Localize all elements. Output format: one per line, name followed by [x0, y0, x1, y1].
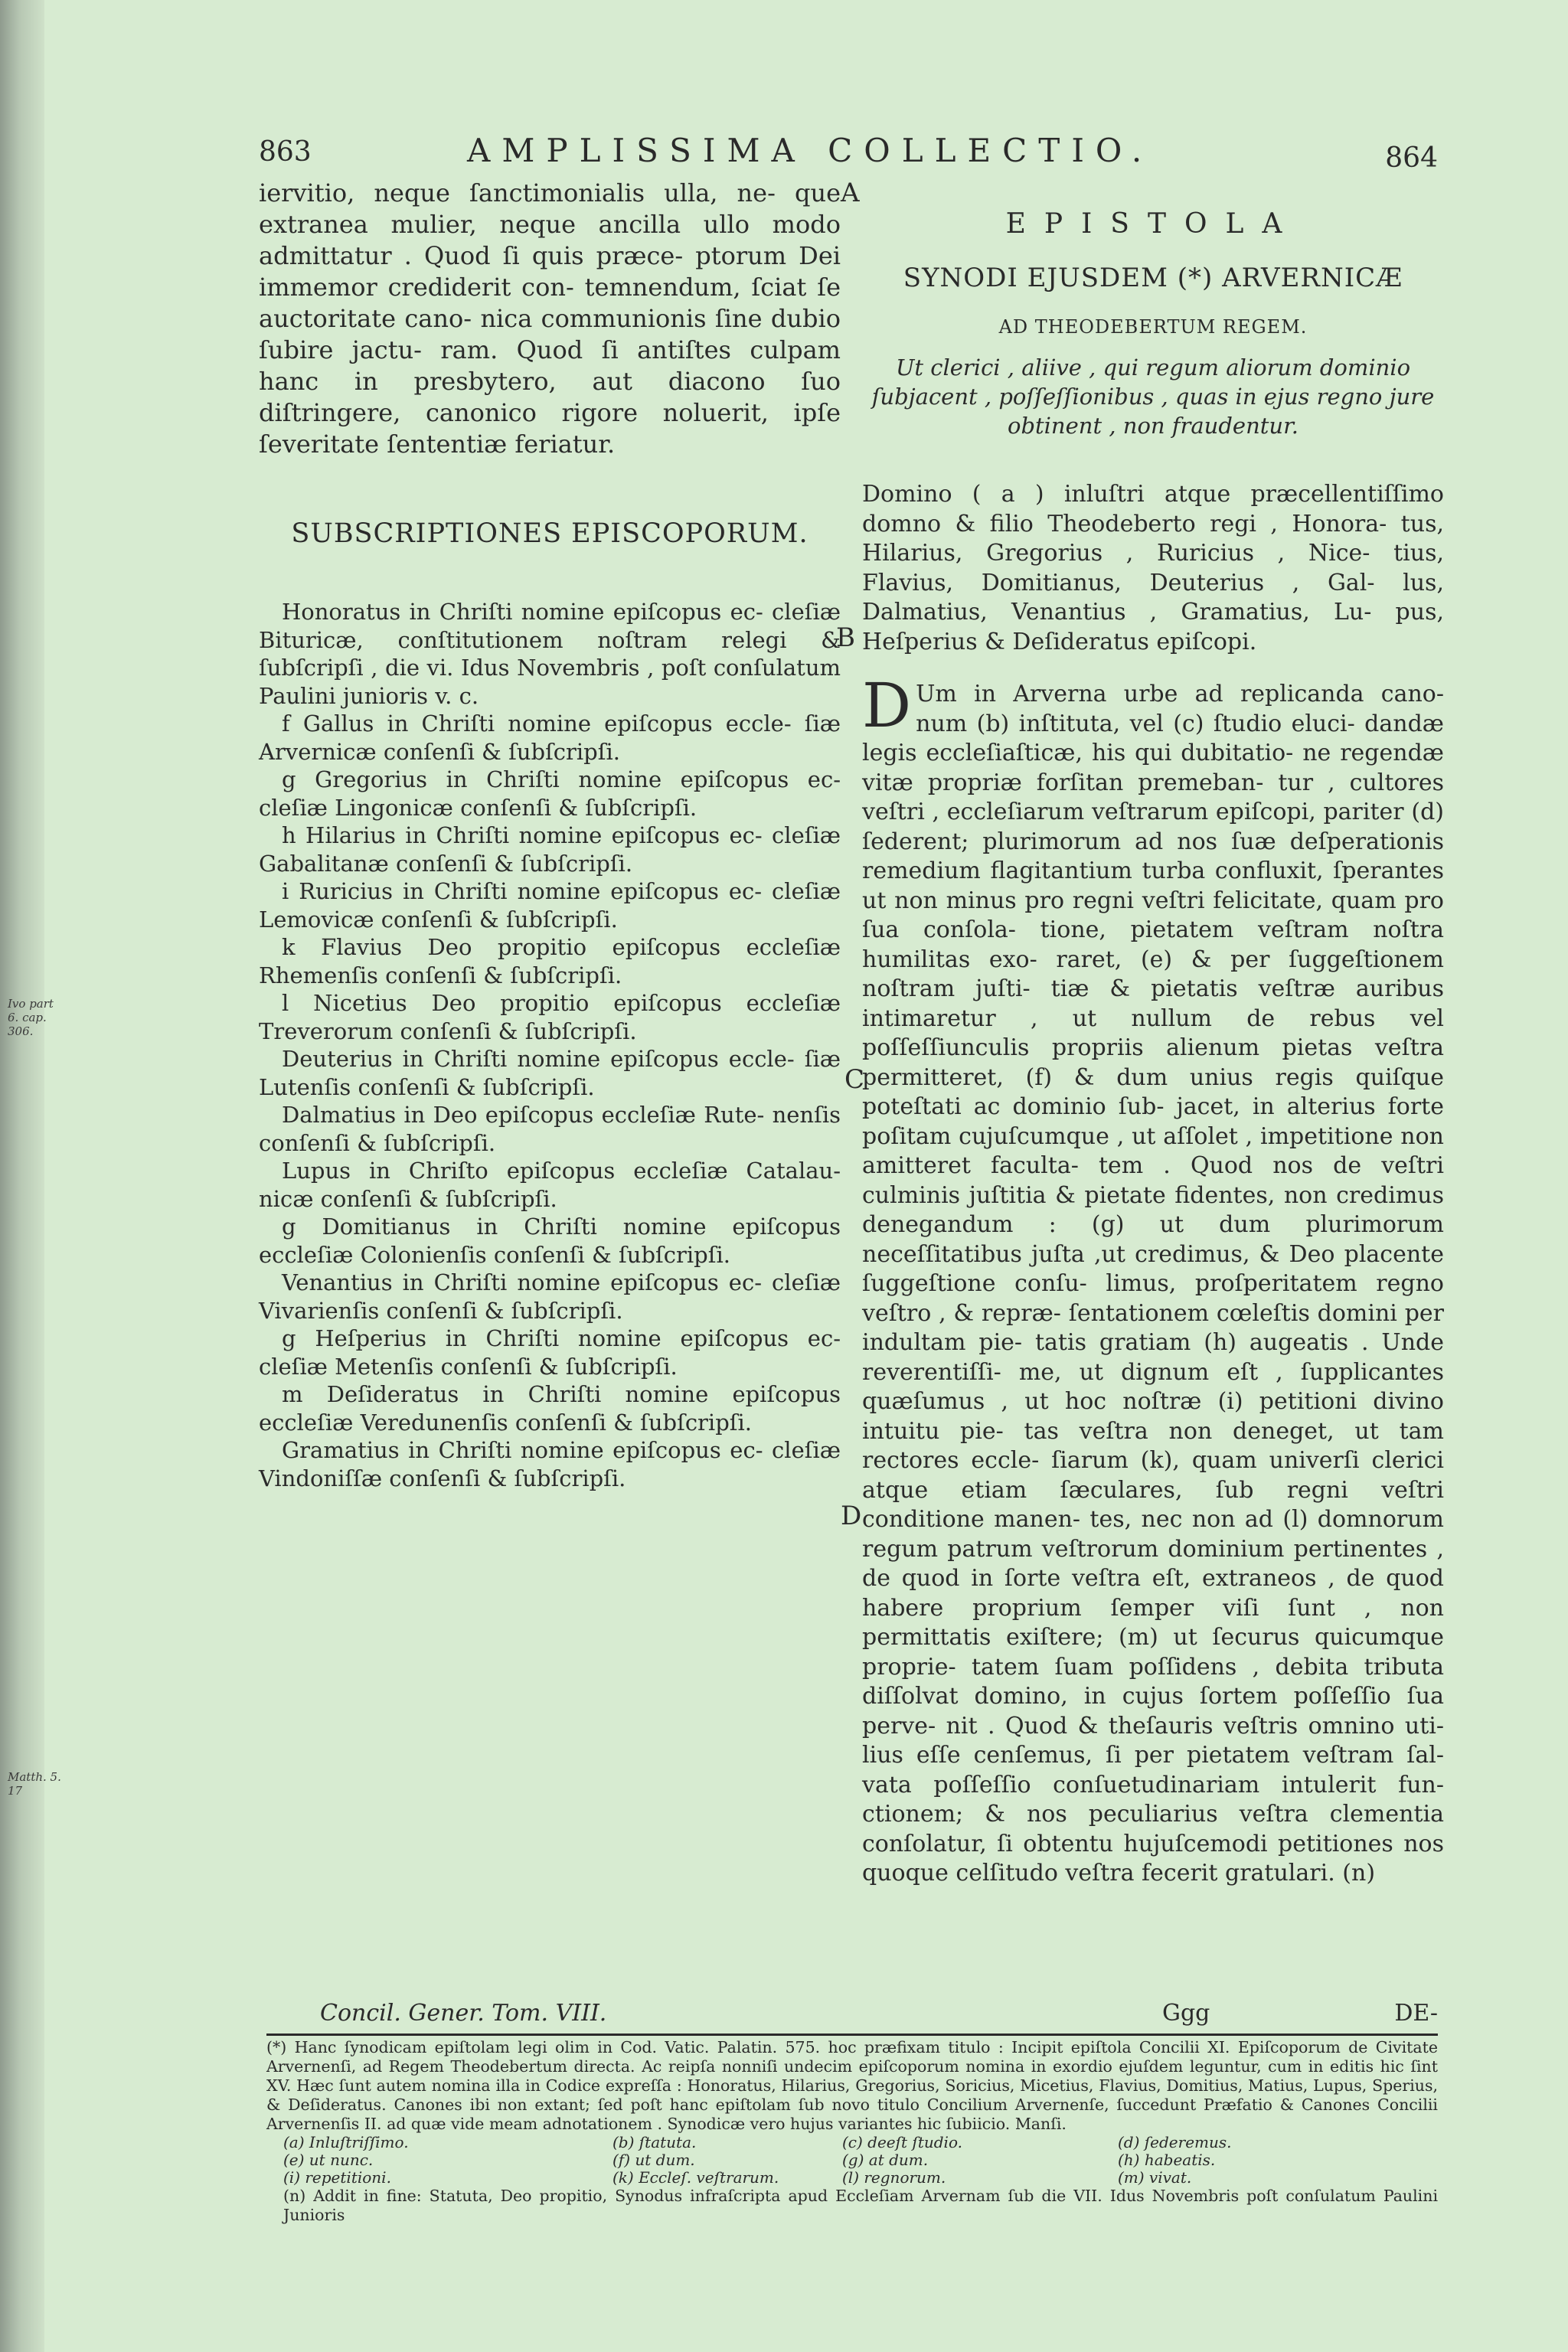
left-column	[259, 178, 841, 1492]
subscription-entry: g Heſperius in Chriſti nomine epiſcopus ec- cleſiæ Metenſis conſenſi & ſubſcripſi.	[259, 1325, 841, 1380]
subscription-entry: g Gregorius in Chriſti nomine epiſcopus ec- cleſiæ Lingonicæ conſenſi & ſubſcripſi.	[259, 766, 841, 821]
variant-item: (g) at dum.	[842, 2151, 929, 2169]
margin-note-1: Ivo part 6. cap. 306.	[8, 997, 54, 1038]
salutation-paragraph: Domino ( a ) inluſtri atque præcellentiſſimo domno & filio Theodeberto regi , Honora- tus, Hilarius, Gregorius , Ruricius , Nice- tius, Flavius, Domitianus, Deuterius , Gal- lus, Dalmatius, Venantius , Gramatius, Lu- pus, Heſperius & Deſideratus epiſcopi.	[862, 481, 1444, 655]
variant-item: (m) vivat.	[1118, 2168, 1192, 2187]
variant-item: (k) Eccleſ. veſtrarum.	[612, 2168, 779, 2187]
volume-reference: Concil. Gener. Tom. VIII.	[320, 2000, 607, 2027]
subscription-entry: Lupus in Chriſto epiſcopus eccleſiæ Catalau- nicæ conſenſi & ſubſcripſi.	[259, 1158, 841, 1212]
variant-item: (c) deeſt ſtudio.	[842, 2133, 963, 2151]
subscription-entry: i Ruricius in Chriſti nomine epiſcopus ec- cleſiæ Lemovicæ conſenſi & ſubſcripſi.	[259, 878, 841, 933]
subscription-entry: Honoratus in Chriſti nomine epiſcopus ec- cleſiæ Bituricæ, conſtitutionem noſtram relegi & ſubſcripſi , die vi. Idus Novembris , poſt conſulatum Paulini junioris v. c.	[259, 599, 841, 709]
variant-readings	[283, 2134, 1438, 2187]
epistola-summary: Ut clerici , aliive , qui regum aliorum dominio ſubjacent , poſſeſſionibus , quas in ejus regno jure obtinent , non fraudentur.	[871, 354, 1435, 439]
footnote-main: (*) Hanc ſynodicam epiſtolam legi olim in Cod. Vatic. Palatin. 575. hoc præfixam titulo : Incipit epiſtola Concilii XI. Epiſcoporum de Civitate Arvernenſi, ad Regem Theodebertum directa. Ac reipſa nonniſi undecim epiſcoporum nomina in exordio ejuſdem leguntur, cum in editis hic ſint XV. Hæc ſunt autem nomina illa in Codice expreſſa : Honoratus, Hilarius, Gregorius, Soricius, Micetius, Flavius, Domitius, Matius, Lupus, Sperius, & Deſideratus. Canones ibi non extant; ſed poſt hanc epiſtolam ſub novo titulo Concilium Arvernenſe, ſuccedunt Præfatio & Canones Concilii Arvernenſis II. ad quæ vide meam adnotationem . Synodicæ vero hujus variantes hic ſubiicio. Manſi.	[266, 2038, 1438, 2133]
subscriptions-heading: SUBSCRIPTIONES EPISCOPORUM.	[291, 518, 808, 549]
running-header	[259, 132, 1438, 178]
subscription-entry: f Gallus in Chriſti nomine epiſcopus eccle- ſiæ Arvernicæ conſenſi & ſubſcripſi.	[259, 710, 841, 765]
subscription-entry: h Hilarius in Chriſti nomine epiſcopus ec- cleſiæ Gabalitanæ conſenſi & ſubſcripſi.	[259, 822, 841, 877]
variant-item: (a) Inluſtriſſimo.	[283, 2133, 409, 2151]
section-marker-d: D	[841, 1501, 862, 1531]
subscription-entry: k Flavius Deo propitio epiſcopus eccleſiæ Rhemenſis conſenſi & ſubſcripſi.	[259, 934, 841, 988]
section-marker-c: C	[844, 1064, 865, 1095]
section-marker-b: B	[836, 622, 855, 653]
section-marker-a: A	[841, 178, 860, 208]
variant-item: (l) regnorum.	[842, 2168, 946, 2187]
subscription-entry: m Deſideratus in Chriſti nomine epiſcopus eccleſiæ Veredunenſis conſenſi & ſubſcripſi.	[259, 1381, 841, 1436]
catchword: DE-	[1394, 2000, 1438, 2027]
subscription-entry: Venantius in Chriſti nomine epiſcopus ec- cleſiæ Vivarienſis conſenſi & ſubſcripſi.	[259, 1269, 841, 1324]
subscriptions-list	[259, 598, 841, 1492]
intro-paragraph: iervitio, neque ſanctimonialis ulla, ne- que extranea mulier, neque ancilla ullo modo admittatur . Quod ſi quis præce- ptorum Dei immemor crediderit con- temnendum, ſciat ſe auctoritate cano- nica communionis ſine dubio ſubire jactu- ram. Quod ſi antiſtes culpam hanc in presbytero, aut diacono ſuo diſtringere, canonico rigore noluerit, ipſe ſeveritate ſententiæ feriatur.	[259, 178, 841, 459]
book-gutter	[0, 0, 44, 2352]
subscription-entry: g Domitianus in Chriſti nomine epiſcopus eccleſiæ Colonienſis conſenſi & ſubſcripſi.	[259, 1214, 841, 1268]
body-paragraph: Um in Arverna urbe ad replicanda cano- num (b) inſtituta, vel (c) ſtudio eluci- dandæ legis eccleſiaſticæ, his qui dubitatio- ne regendæ vitæ propriæ forſitan premeban- tur , cultores veſtri , eccleſiarum veſtrarum epiſcopi, pariter (d) ſederent; plurimorum ad nos ſuæ deſperationis remedium flagitantium turba confluxit, ſperantes ut non minus pro regni veſtri felicitate, quam pro ſua conſola- tione, pietatem veſtram noſtra humilitas exo- raret, (e) & per ſuggeſtionem noſtram juſti- tiæ & pietatis veſtræ auribus intimaretur , ut nullum de rebus vel poſſeſſiunculis propriis alienum pietas veſtra permitteret, (f) & dum unius regis quiſque poteſtati ac dominio ſub- jacet, in alterius forte poſitam cujuſcumque , ut aſſolet , impetitione non amitteret faculta- tem . Quod nos de veſtri culminis juſtitia & pietate fidentes, non credimus denegandum : (g) ut dum plurimorum neceſſitatibus juſta ,ut credimus, & Deo placente ſuggeſtione conſu- limus, proſperitatem regno veſtro , & repræ- ſentationem cœleſtis domini per indultam pie- tatis gratiam (h) augeatis . Unde reverentiſſi- me, ut dignum eſt , ſupplicantes quæſumus , ut hoc noſtræ (i) petitioni divino intuitu pie- tas veſtra non deneget, ut tam rectores eccle- ſiarum (k), quam univerſi clerici atque etiam ſæculares, ſub regni veſtri conditione manen- tes, nec non ad (l) domnorum regum patrum veſtrorum dominium pertinentes , de quod in ſorte veſtra eſt, extraneos , de quod habere proprium ſemper viſi ſunt , non permittatis exiſtere; (m) ut ſecurus quicumque proprie- tatem ſuam poſſidens , debita tributa diſſolvat domino, in cujus ſortem poſſeſſio ſua perve- nit . Quod & theſauris veſtris omnino uti- lius eſſe cenſemus, ſi per pietatem veſtram ſal- vata poſſeſſio conſuetudinariam intulerit fun- ctionem; & nos peculiarius veſtra clementia conſolatur, ſi obtentu hujuſcemodi petitiones nos quoque celſitudo veſtra fecerit gratulari. (n)	[862, 681, 1444, 1886]
right-column	[862, 208, 1444, 1889]
header-title: AMPLISSIMA COLLECTIO.	[467, 132, 1154, 169]
footnote-rule	[266, 2034, 1438, 2036]
subscription-entry: Gramatius in Chriſti nomine epiſcopus ec- cleſiæ Vindoniſſæ conſenſi & ſubſcripſi.	[259, 1437, 841, 1491]
page-number-left: 863	[259, 136, 312, 168]
margin-note-2: Matth. 5. 17	[8, 1770, 61, 1798]
signature-mark: Ggg	[1162, 2000, 1210, 2027]
drop-cap: D	[862, 670, 912, 741]
footnotes	[266, 2038, 1438, 2225]
footnote-final: (n) Addit in fine: Statuta, Deo propitio, Synodus infraſcripta apud Eccleſiam Arvernam ſub die VII. Idus Novembris poſt conſulatum Paulini Junioris	[283, 2187, 1438, 2224]
subscription-entry: Dalmatius in Deo epiſcopus eccleſiæ Rute- nenſis conſenſi & ſubſcripſi.	[259, 1102, 841, 1156]
epistola-body	[862, 670, 1444, 1889]
epistola-subtitle: SYNODI EJUSDEM (*) ARVERNICÆ	[903, 263, 1403, 293]
variant-item: (h) habeatis.	[1118, 2151, 1216, 2169]
epistola-addressee: AD THEODEBERTUM REGEM.	[998, 316, 1308, 338]
subscription-entry: Deuterius in Chriſti nomine epiſcopus eccle- ſiæ Lutenſis conſenſi & ſubſcripſi.	[259, 1046, 841, 1100]
variant-item: (e) ut nunc.	[283, 2151, 374, 2169]
variant-item: (b) ſtatuta.	[612, 2133, 697, 2151]
variant-item: (i) repetitioni.	[283, 2168, 391, 2187]
epistola-title: EPISTOLA	[1005, 208, 1301, 240]
variant-item: (d) ſederemus.	[1118, 2133, 1232, 2151]
page-number-right: 864	[1385, 142, 1438, 174]
variant-item: (f) ut dum.	[612, 2151, 695, 2169]
book-page	[8, 0, 1568, 2352]
subscription-entry: l Nicetius Deo propitio epiſcopus eccleſiæ Treverorum conſenſi & ſubſcripſi.	[259, 990, 841, 1044]
